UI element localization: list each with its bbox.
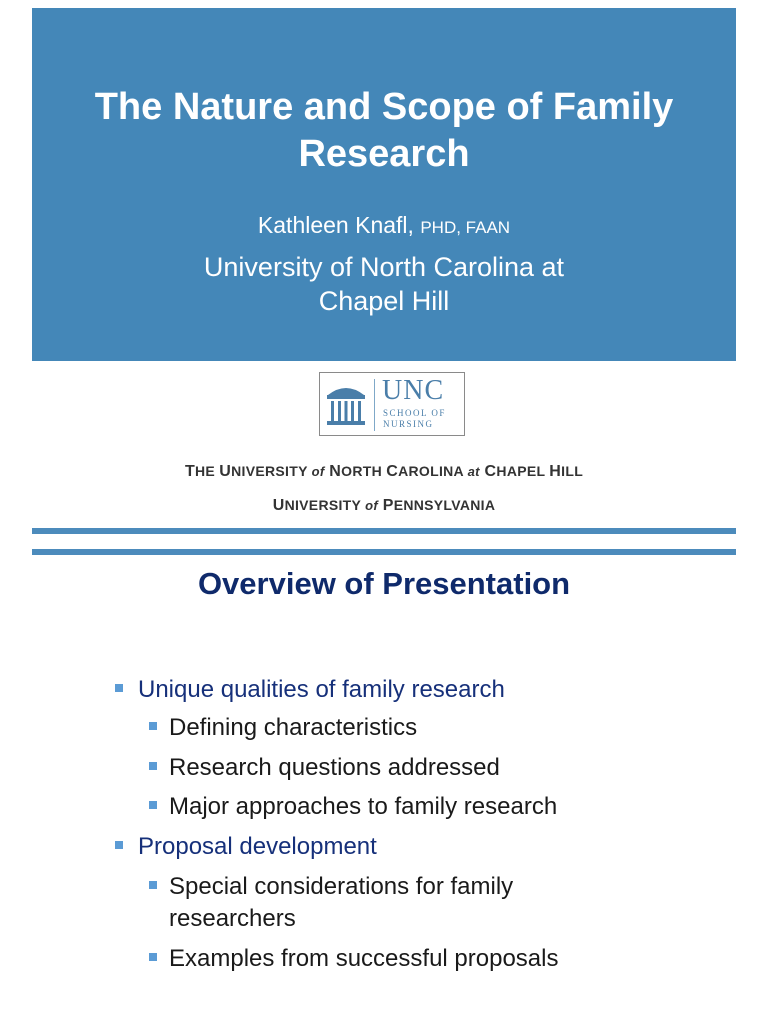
- logo-divider: [374, 379, 375, 431]
- list-item: Unique qualities of family research: [138, 674, 505, 706]
- affiliation-text: University of North Carolina at Chapel Hill: [203, 252, 565, 316]
- university-line-penn: UNIVERSITY of PENNSYLVANIA: [272, 497, 496, 514]
- affiliation: [32, 250, 736, 318]
- slide-separator-bar: [32, 528, 736, 534]
- old-well-icon: [324, 379, 368, 431]
- list-item: Research questions addressed: [169, 752, 500, 784]
- list-item: Defining characteristics: [169, 712, 417, 744]
- author-line: [32, 211, 736, 242]
- bullet-square-icon: [149, 762, 157, 770]
- university-line-unc: THE UNIVERSITY of NORTH CAROLINA at CHAPEL HILL: [184, 463, 584, 480]
- list-item: Examples from successful proposals: [169, 943, 558, 975]
- author-credentials: PHD, FAAN: [420, 218, 511, 237]
- logo-unc-text: UNC: [382, 375, 445, 406]
- unc-nursing-logo: [319, 372, 465, 436]
- bullet-square-icon: [149, 722, 157, 730]
- bullet-square-icon: [149, 953, 157, 961]
- list-item: Proposal development: [138, 831, 377, 863]
- list-item: Major approaches to family research: [169, 791, 557, 823]
- bullet-square-icon: [115, 684, 123, 692]
- list-item: Special considerations for family researchers: [169, 871, 589, 935]
- overview-title: Overview of Presentation: [197, 566, 571, 601]
- slide-separator-bar: [32, 549, 736, 555]
- slide-title: The Nature and Scope of Family Research: [94, 86, 674, 175]
- author-name: Kathleen Knafl,: [257, 212, 414, 238]
- bullet-square-icon: [149, 801, 157, 809]
- bullet-square-icon: [149, 881, 157, 889]
- bullet-square-icon: [115, 841, 123, 849]
- title-slide-block: [32, 8, 736, 361]
- logo-school-text: SCHOOL OF NURSING: [383, 408, 446, 429]
